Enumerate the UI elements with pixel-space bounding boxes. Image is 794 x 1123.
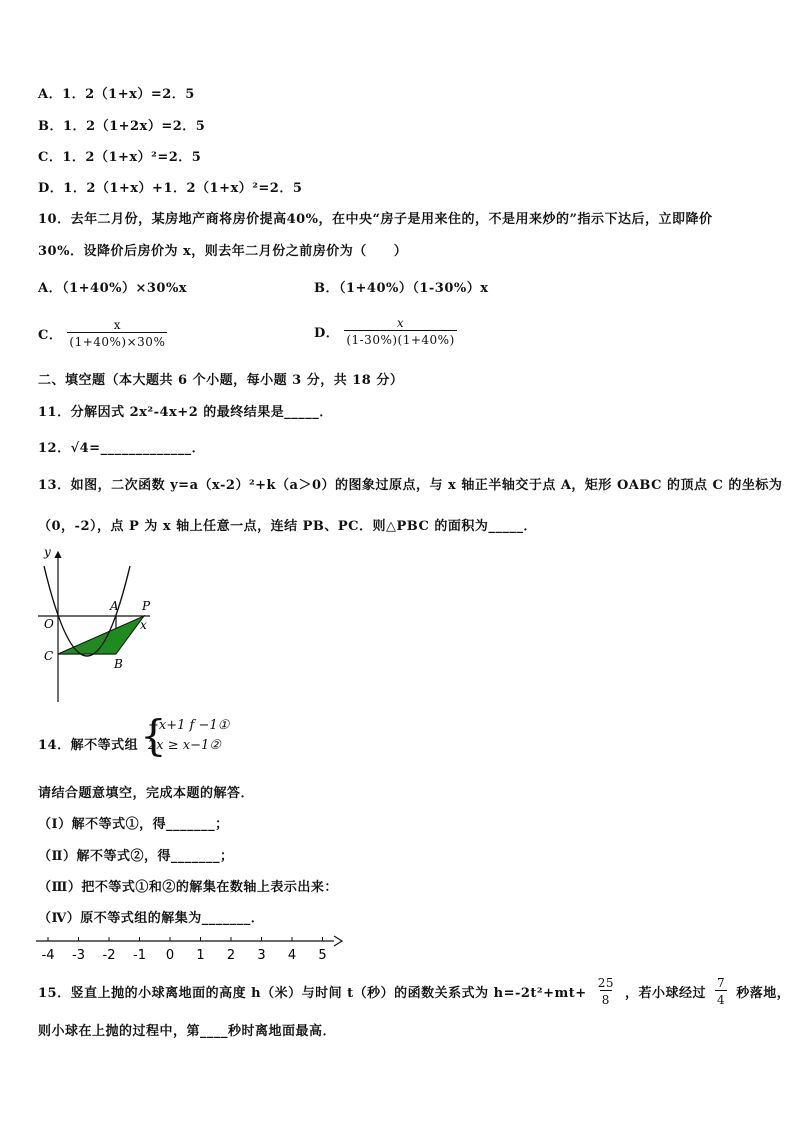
q15-part2: ，若小球经过 bbox=[625, 986, 707, 1001]
q11-stem: 11．分解因式 2x²-4x+2 的最终结果是_____． bbox=[38, 405, 333, 420]
q14-step-2: （Ⅱ）解不等式②，得_______； bbox=[38, 849, 234, 864]
q15-frac2-denominator: 4 bbox=[715, 990, 727, 1007]
q10-option-d-numerator: x bbox=[396, 316, 405, 330]
system-brace: { bbox=[140, 711, 167, 760]
q15-fraction-7-4 bbox=[711, 976, 731, 1007]
q10-option-c-denominator: (1+40%)×30% bbox=[67, 332, 167, 349]
q14-step-4: （Ⅳ）原不等式组的解集为_______． bbox=[38, 911, 265, 926]
q15-frac1-denominator: 8 bbox=[600, 990, 612, 1007]
number-line-tick-label: 0 bbox=[165, 948, 175, 963]
number-line-tick-label: -4 bbox=[41, 948, 55, 963]
q10-option-c-numerator: x bbox=[113, 318, 121, 332]
q10-option-d bbox=[314, 316, 457, 347]
q13-stem-line1: 13．如图，二次函数 y=a（x-2）²+k（a＞0）的图象过原点，与 x 轴正半轴交于点 A，矩形 OABC 的顶点 C 的坐标为 bbox=[38, 478, 783, 493]
q13-stem-line2: （0，-2），点 P 为 x 轴上任意一点，连结 PB、PC．则△PBC 的面积为_____． bbox=[38, 519, 537, 534]
number-line-tick-label: 2 bbox=[226, 948, 236, 963]
q10-option-d-fraction bbox=[344, 316, 456, 347]
section-heading-fill-in: 二、填空题（本大题共 6 个小题，每小题 3 分，共 18 分） bbox=[38, 373, 404, 388]
label-o: O bbox=[44, 617, 54, 631]
q14-prefix: 14．解不等式组 bbox=[38, 738, 139, 753]
inequality-2: 2x ≥ x−1② bbox=[148, 738, 221, 753]
q14-step-3: （Ⅲ）把不等式①和②的解集在数轴上表示出来： bbox=[38, 880, 338, 895]
q9-option-d: D．1．2（1+x）+1．2（1+x）²=2．5 bbox=[38, 181, 303, 196]
label-c: C bbox=[44, 649, 54, 663]
label-x: x bbox=[140, 618, 147, 632]
number-line-tick-label: -1 bbox=[133, 948, 146, 963]
q9-option-b: B．1．2（1+2x）=2．5 bbox=[38, 119, 206, 134]
q10-stem-line2: 30%．设降价后房价为 x，则去年二月份之前房价为（ ） bbox=[38, 244, 408, 259]
q15-stem-line1 bbox=[38, 976, 790, 1007]
q10-option-d-denominator: (1-30%)(1+40%) bbox=[344, 330, 456, 347]
q10-option-c bbox=[38, 318, 167, 349]
q15-part1: 15．竖直上抛的小球离地面的高度 h（米）与时间 t（秒）的函数关系式为 h=-2t²+mt+ bbox=[38, 986, 587, 1001]
number-line-tick-label: -3 bbox=[72, 948, 85, 963]
q15-fraction-25-8 bbox=[592, 976, 620, 1007]
number-line-tick-label: 4 bbox=[287, 948, 297, 963]
q9-option-c: C．1．2（1+x）²=2．5 bbox=[38, 150, 202, 165]
label-y: y bbox=[44, 545, 51, 559]
q10-option-c-label: C． bbox=[38, 328, 63, 343]
number-line-arrow bbox=[334, 936, 342, 946]
q14-step-1: （Ⅰ）解不等式①，得_______； bbox=[38, 817, 229, 832]
number-line-tick-label: 1 bbox=[196, 948, 205, 963]
number-line bbox=[34, 934, 344, 964]
label-p: P bbox=[142, 599, 151, 613]
inequality-1: −x+1 f −1① bbox=[148, 718, 230, 733]
label-b: B bbox=[114, 657, 123, 671]
q15-part3: 秒落地， bbox=[736, 986, 791, 1001]
q15-frac1-numerator: 25 bbox=[597, 976, 614, 990]
q10-option-a: A．（1+40%）×30%x bbox=[38, 281, 188, 296]
triangle-pbc bbox=[58, 616, 144, 654]
number-line-tick-label: 3 bbox=[257, 948, 266, 963]
q15-stem-line2: 则小球在上抛的过程中，第____秒时离地面最高． bbox=[38, 1024, 337, 1039]
q10-option-c-fraction bbox=[67, 318, 167, 349]
q10-option-d-label: D． bbox=[314, 326, 340, 341]
number-line-tick-label: 5 bbox=[318, 948, 327, 963]
number-line-tick-label: -2 bbox=[102, 948, 116, 963]
label-a: A bbox=[110, 599, 119, 613]
q14-instruction: 请结合题意填空，完成本题的解答． bbox=[38, 786, 255, 801]
q9-option-a: A．1．2（1+x）=2．5 bbox=[38, 87, 195, 102]
q10-option-b: B．（1+40%）（1-30%）x bbox=[314, 281, 489, 296]
q12-stem: 12．√4=_____________． bbox=[38, 441, 206, 456]
q13-figure bbox=[38, 544, 156, 704]
q10-stem-line1: 10．去年二月份，某房地产商将房价提高40%，在中央“房子是用来住的，不是用来炒的”指示下达后，立即降价 bbox=[38, 212, 713, 227]
q15-frac2-numerator: 7 bbox=[717, 976, 726, 990]
